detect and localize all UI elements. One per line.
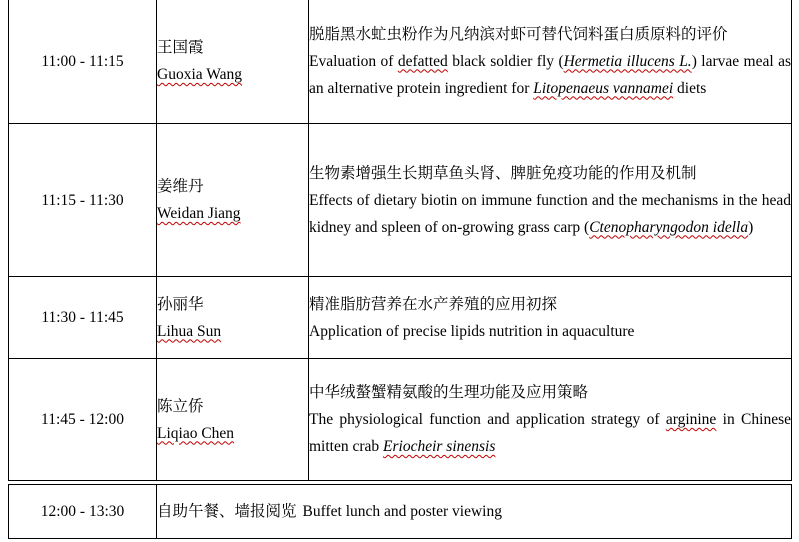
talk-title-en	[309, 48, 791, 102]
talk-title-cn: 生物素增强生长期草鱼头肾、脾脏免疫功能的作用及机制	[309, 164, 697, 182]
speaker-cell	[157, 124, 309, 277]
speaker-cell	[157, 277, 309, 359]
schedule-table	[8, 0, 792, 539]
speaker-name-cn: 陈立侨	[157, 397, 204, 415]
time-slot: 11:30 - 11:45	[9, 277, 157, 359]
title-text: ) larvae meal as an alternative protein ingredient for	[309, 52, 791, 97]
lunch-label-cn: 自助午餐、墙报阅览	[157, 503, 297, 520]
title-text: defatted	[397, 52, 448, 70]
time-slot: 11:45 - 12:00	[9, 359, 157, 481]
species-name: Litopenaeus vannamei	[533, 79, 674, 97]
title-text: in Chinese mitten crab	[309, 411, 791, 455]
talk-title-en	[309, 318, 791, 345]
talk-cell	[309, 124, 792, 277]
talk-title-cn: 中华绒螯蟹精氨酸的生理功能及应用策略	[309, 384, 589, 401]
title-text: diets	[673, 79, 707, 97]
table-row-lunch	[9, 485, 792, 539]
talk-title-cn: 脱脂黑水虻虫粉作为凡纳滨对虾可替代饲料蛋白质原料的评价	[309, 25, 728, 43]
table-row	[9, 124, 792, 277]
talk-title-en	[309, 406, 791, 460]
talk-title-en	[309, 187, 791, 241]
speaker-cell	[157, 359, 309, 481]
speaker-name-en: Guoxia Wang	[157, 66, 242, 83]
talk-title-cn: 精准脂肪营养在水产养殖的应用初探	[309, 295, 558, 313]
title-text: )	[748, 218, 754, 236]
speaker-name-cn: 王国霞	[157, 39, 204, 56]
table-row	[9, 359, 792, 481]
time-slot: 11:15 - 11:30	[9, 124, 157, 277]
title-text: arginine	[665, 411, 717, 428]
time-slot: 12:00 - 13:30	[9, 485, 157, 539]
talk-cell	[309, 277, 792, 359]
species-name: Hermetia illucens L.	[563, 52, 692, 70]
talk-cell	[309, 359, 792, 481]
species-name: Eriocheir sinensis	[383, 438, 496, 455]
lunch-cell	[157, 485, 792, 539]
table-row	[9, 0, 792, 124]
speaker-name-en: Lihua Sun	[157, 322, 222, 340]
title-text: Application of precise lipids nutrition in aquaculture	[309, 322, 635, 340]
speaker-name-cn: 孙丽华	[157, 295, 204, 313]
speaker-name-en: Weidan Jiang	[157, 205, 241, 222]
title-text: Evaluation of	[309, 52, 398, 70]
speaker-name-en: Liqiao Chen	[157, 424, 235, 442]
title-text: The physiological function and application strategy of	[309, 411, 666, 428]
species-name: Ctenopharyngodon idella	[589, 218, 749, 236]
talk-cell	[309, 0, 792, 124]
title-text: Effects of dietary biotin on immune function and the mechanisms in the head kidney and spleen of on-growing grass carp (	[309, 191, 791, 236]
speaker-name-cn: 姜维丹	[157, 178, 204, 195]
table-row	[9, 277, 792, 359]
lunch-label-en: Buffet lunch and poster viewing	[302, 503, 502, 520]
speaker-cell	[157, 0, 309, 124]
title-text: black soldier fly (	[447, 52, 564, 70]
time-slot: 11:00 - 11:15	[9, 0, 157, 124]
